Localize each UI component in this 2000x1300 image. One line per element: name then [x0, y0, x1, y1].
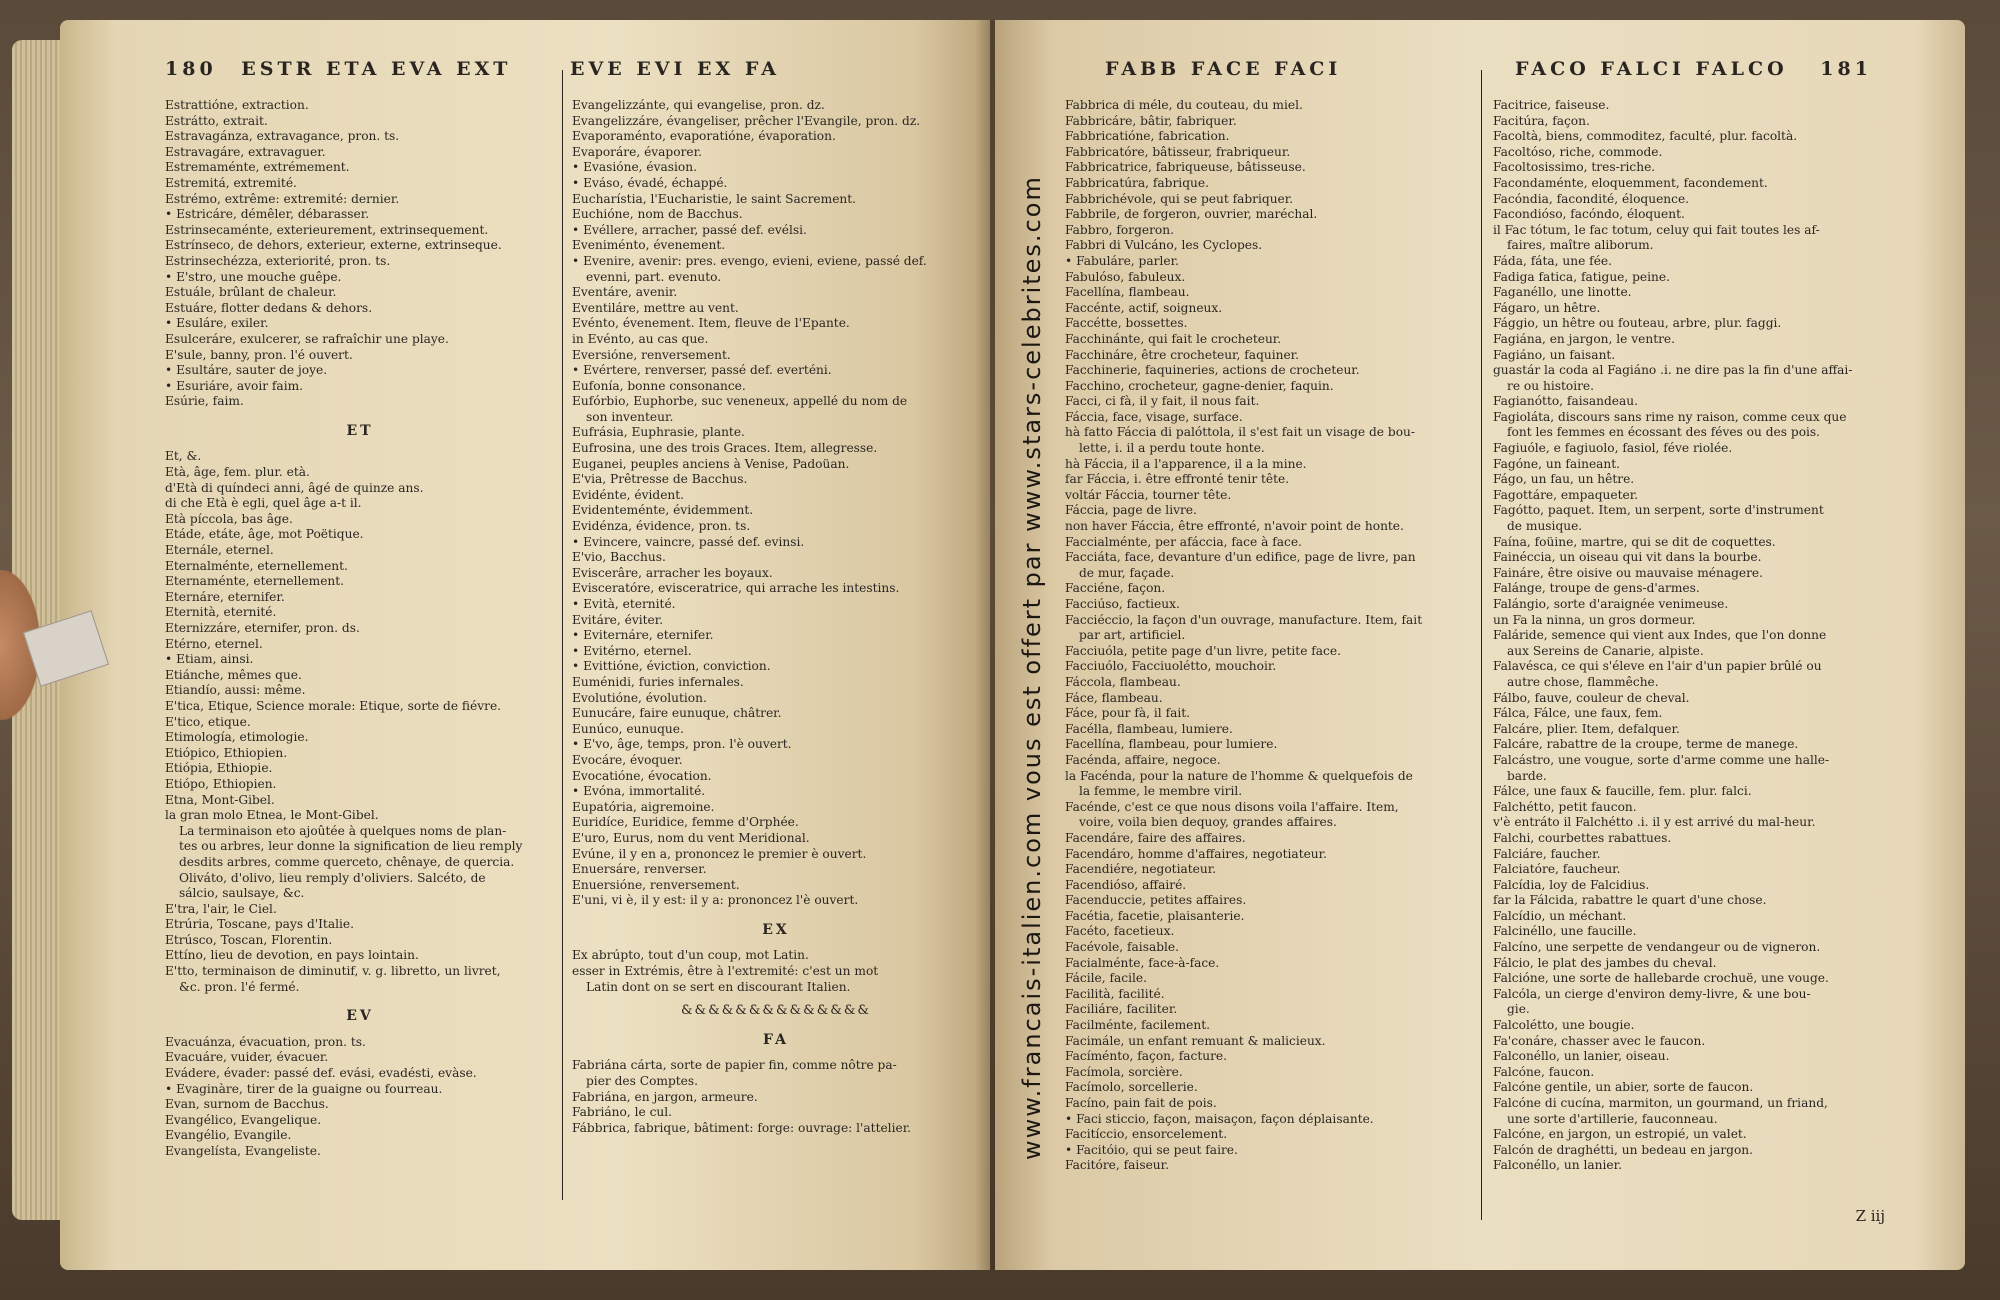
dictionary-entry: Etrúria, Toscane, pays d'Italie.	[165, 917, 354, 932]
dictionary-entry: desdits arbres, comme querceto, chênaye, de quercia.	[179, 854, 515, 869]
dictionary-entry: E'tica, Etique, Science morale: Etique, sorte de fiévre.	[165, 698, 502, 713]
dictionary-entry: Falcástro, une vougue, sorte d'arme comme une halle-	[1493, 752, 1830, 767]
dictionary-entry: Fabbricatóre, bâtisseur, frabriqueur.	[1065, 144, 1291, 159]
dictionary-entry: Estrinsecaménte, exterieurement, extrinsequement.	[165, 222, 489, 237]
running-head-right-1: FABB FACE FACI	[1105, 58, 1342, 80]
dictionary-entry: Evangelizzáre, évangeliser, prêcher l'Evangile, pron. dz.	[572, 113, 921, 128]
dictionary-entry: Facenduccie, petites affaires.	[1065, 893, 1247, 908]
dictionary-entry: Evangelísta, Evangeliste.	[165, 1144, 321, 1158]
dictionary-entry: Evacuánza, évacuation, pron. ts.	[165, 1034, 366, 1049]
dictionary-entry: Estremitá, extremité.	[165, 175, 297, 190]
dictionary-entry: Euridíce, Euridice, femme d'Orphée.	[572, 815, 799, 830]
dictionary-entry: E'via, Prêtresse de Bacchus.	[572, 472, 748, 487]
dictionary-entry: Facialménte, face-à-face.	[1065, 955, 1220, 970]
dictionary-entry: E'sule, banny, pron. l'é ouvert.	[165, 347, 353, 362]
dictionary-entry: &c. pron. l'é fermé.	[179, 979, 300, 994]
dictionary-entry: Etrúsco, Toscan, Florentin.	[165, 932, 333, 947]
dictionary-entry: Facciéne, façon.	[1065, 581, 1166, 596]
dictionary-entry: Falánge, troupe de gens-d'armes.	[1493, 581, 1700, 596]
section-heading: ET	[346, 423, 374, 439]
dictionary-entry: Fáce, pour fà, il fait.	[1065, 706, 1191, 721]
dictionary-entry: Eternáre, eternifer.	[165, 589, 285, 604]
left-page-column-2	[572, 98, 980, 1136]
dictionary-entry: non haver Fáccia, être effronté, n'avoir point de honte.	[1065, 519, 1404, 534]
dictionary-entry: Falconéllo, un lanier.	[1493, 1158, 1622, 1173]
running-head-left-1: ESTR ETA EVA EXT	[241, 58, 512, 80]
right-page-header	[1515, 58, 1872, 80]
dictionary-entry: Facimále, un enfant remuant & malicieux.	[1065, 1033, 1326, 1048]
dictionary-entry: Facilménte, facilement.	[1065, 1018, 1210, 1033]
signature-mark: Z iij	[1855, 1207, 1885, 1225]
dictionary-entry: Ettíno, lieu de devotion, en pays lointain.	[165, 948, 419, 963]
dictionary-entry: Fálca, Fálce, une faux, fem.	[1493, 706, 1663, 721]
dictionary-entry: Estuáre, flotter dedans & dehors.	[165, 300, 373, 315]
dictionary-entry: Evidénte, évident.	[572, 487, 685, 502]
dictionary-entry: Evangelizzánte, qui evangelise, pron. dz.	[572, 98, 825, 112]
dictionary-entry: gie.	[1507, 1002, 1530, 1017]
dictionary-entry: Faináre, être oisive ou mauvaise ménagere.	[1493, 565, 1764, 580]
dictionary-entry: Faccialménte, per afáccia, face à face.	[1065, 534, 1302, 549]
ornament-divider: &&&&&&&&&&&&&&	[680, 1003, 871, 1019]
dictionary-entry: Eversióne, renversement.	[572, 347, 731, 362]
dictionary-entry: Falcídia, loy de Falcidius.	[1493, 877, 1650, 892]
dictionary-entry: Latin dont on se sert en discourant Italien.	[586, 979, 851, 994]
dictionary-entry: Facíno, pain fait de pois.	[1065, 1096, 1217, 1110]
dictionary-entry: • Faci sticcio, façon, maisaçon, façon déplaisante.	[1065, 1111, 1374, 1126]
dictionary-entry: Evidénza, évidence, pron. ts.	[572, 519, 751, 534]
dictionary-entry: Facélla, flambeau, lumiere.	[1065, 721, 1233, 736]
dictionary-entry: • Eviternáre, eternifer.	[572, 628, 714, 643]
dictionary-entry: il Fac tótum, le fac totum, celuy qui fait toutes les af-	[1493, 222, 1820, 237]
dictionary-entry: Facendáro, homme d'affaires, negotiateur.	[1065, 846, 1328, 861]
dictionary-entry: Evocáre, évoquer.	[572, 752, 683, 767]
dictionary-entry: Etiánche, mêmes que.	[165, 667, 302, 682]
dictionary-entry: esser in Extrémis, être à l'extremité: c'est un mot	[572, 964, 879, 979]
dictionary-entry: Facoltosissimo, tres-riche.	[1493, 160, 1656, 175]
dictionary-entry: Facímola, sorcière.	[1065, 1064, 1183, 1079]
dictionary-entry: Fabbricatrice, fabriqueuse, bâtisseuse.	[1065, 160, 1306, 175]
dictionary-entry: Facíménto, façon, facture.	[1065, 1049, 1228, 1064]
dictionary-entry: E'tto, terminaison de diminutif, v. g. libretto, un livret,	[165, 964, 501, 979]
dictionary-entry: Evidenteménte, évidemment.	[572, 503, 754, 518]
page-number-left: 180	[165, 58, 217, 80]
dictionary-entry: E'tra, l'air, le Ciel.	[165, 901, 277, 916]
dictionary-entry: E'tico, etique.	[165, 714, 251, 729]
dictionary-entry: Fabulóso, fabuleux.	[1065, 269, 1186, 284]
dictionary-entry: de mur, façade.	[1079, 565, 1175, 580]
dictionary-entry: Fa'conáre, chasser avec le faucon.	[1493, 1033, 1706, 1048]
dictionary-entry: Eternità, eternité.	[165, 605, 277, 620]
dictionary-entry: font les femmes en écossant des féves ou des pois.	[1507, 425, 1821, 440]
dictionary-entry: Eviscerâre, arracher les boyaux.	[572, 565, 773, 580]
dictionary-entry: Eufórbio, Euphorbe, suc veneneux, appellé du nom de	[572, 394, 908, 409]
running-head-right-2: FACO FALCI FALCO	[1515, 58, 1788, 80]
dictionary-entry: Falcóne di cucína, marmiton, un gourmand, un friand,	[1493, 1096, 1828, 1110]
dictionary-entry: Evaporáre, évaporer.	[572, 144, 702, 159]
dictionary-entry: Facciáta, face, devanture d'un edifice, page de livre, pan	[1065, 550, 1416, 565]
dictionary-entry: voltár Fáccia, tourner tête.	[1065, 487, 1232, 502]
column-rule-left	[562, 70, 563, 1200]
dictionary-entry: Fágo, un fau, un hêtre.	[1493, 472, 1635, 487]
dictionary-entry: Falavésca, ce qui s'éleve en l'air d'un papier brûlé ou	[1493, 659, 1822, 674]
dictionary-entry: Fagóne, un faineant.	[1493, 456, 1621, 471]
dictionary-entry: Estravagáre, extravaguer.	[165, 144, 326, 159]
dictionary-entry: Eufrosina, une des trois Graces. Item, allegresse.	[572, 441, 878, 456]
dictionary-entry: Fáccia, page de livre.	[1065, 503, 1197, 518]
dictionary-entry: Oliváto, d'olivo, lieu remply d'oliviers. Salcéto, de	[179, 870, 486, 885]
dictionary-entry: v'è entráto il Falchétto .i. il y est arrivé du mal-heur.	[1493, 815, 1816, 830]
dictionary-entry: une sorte d'artillerie, fauconneau.	[1507, 1111, 1718, 1126]
page-number-right: 181	[1820, 58, 1872, 80]
dictionary-entry: Facitóre, faiseur.	[1065, 1158, 1169, 1173]
dictionary-entry: Faganéllo, une linotte.	[1493, 285, 1632, 300]
dictionary-entry: la femme, le membre viril.	[1079, 784, 1243, 799]
dictionary-entry: Fagótto, paquet. Item, un serpent, sorte d'instrument	[1493, 503, 1824, 518]
dictionary-entry: Facendáre, faire des affaires.	[1065, 830, 1246, 845]
dictionary-entry: • Evitérno, eternel.	[572, 643, 692, 658]
dictionary-entry: Fabriána cárta, sorte de papier fin, comme nôtre pa-	[572, 1058, 897, 1073]
dictionary-entry: E'uro, Eurus, nom du vent Meridional.	[572, 830, 810, 845]
dictionary-entry: Fálbo, fauve, couleur de cheval.	[1493, 690, 1690, 705]
dictionary-entry: lette, i. il a perdu toute honte.	[1079, 441, 1265, 456]
dictionary-entry: Facóndia, facondité, éloquence.	[1493, 191, 1690, 206]
dictionary-entry: • Esultáre, sauter de joye.	[165, 363, 328, 378]
dictionary-entry: Evan, surnom de Bacchus.	[165, 1097, 329, 1112]
dictionary-entry: Fáce, flambeau.	[1065, 690, 1163, 705]
dictionary-entry: Evisceratóre, evisceratrice, qui arrache les intestins.	[572, 581, 900, 596]
dictionary-entry: Facellína, flambeau.	[1065, 285, 1190, 300]
dictionary-entry: Falcóne, en jargon, un estropié, un valet.	[1493, 1127, 1747, 1142]
dictionary-entry: Evolutióne, évolution.	[572, 690, 707, 705]
dictionary-entry: Fálce, une faux & faucille, fem. plur. falci.	[1493, 784, 1752, 799]
dictionary-entry: Eveniménto, évenement.	[572, 238, 726, 253]
dictionary-entry: re ou histoire.	[1507, 378, 1595, 393]
dictionary-entry: di che Età è egli, quel âge a-t il.	[165, 496, 362, 511]
dictionary-entry: Falcáre, rabattre de la croupe, terme de manege.	[1493, 737, 1799, 752]
dictionary-entry: hà Fáccia, il a l'apparence, il a la mine.	[1065, 456, 1307, 471]
dictionary-entry: Facciuólo, Facciuolétto, mouchoir.	[1065, 659, 1277, 674]
right-page-column-1	[1065, 98, 1470, 1174]
dictionary-entry: Facévole, faisable.	[1065, 940, 1179, 955]
dictionary-entry: Facénde, c'est ce que nous disons voila l'affaire. Item,	[1065, 799, 1399, 814]
dictionary-entry: Falcáre, plier. Item, defalquer.	[1493, 721, 1680, 736]
dictionary-entry: Etiópo, Ethiopien.	[165, 776, 277, 791]
dictionary-entry: Faccénte, actif, soigneux.	[1065, 300, 1223, 315]
dictionary-entry: far la Fálcida, rabattre le quart d'une chose.	[1493, 893, 1767, 908]
dictionary-entry: Estrattióne, extraction.	[165, 98, 309, 112]
dictionary-entry: Facéto, facetieux.	[1065, 924, 1175, 939]
dictionary-entry: Falcóne, faucon.	[1493, 1064, 1595, 1079]
dictionary-entry: Facellína, flambeau, pour lumiere.	[1065, 737, 1278, 752]
dictionary-entry: Euchióne, nom de Bacchus.	[572, 207, 743, 222]
dictionary-entry: • Etiam, ainsi.	[165, 652, 254, 667]
dictionary-entry: Falconéllo, un lanier, oiseau.	[1493, 1049, 1670, 1064]
dictionary-entry: Faláride, semence qui vient aux Indes, que l'on donne	[1493, 628, 1827, 643]
dictionary-entry: par art, artificiel.	[1079, 628, 1186, 643]
dictionary-entry: Evitáre, éviter.	[572, 612, 664, 627]
dictionary-entry: Età píccola, bas âge.	[165, 511, 293, 526]
dictionary-entry: Etna, Mont-Gibel.	[165, 792, 275, 807]
dictionary-entry: Etérno, eternel.	[165, 636, 263, 651]
dictionary-entry: Faína, foüine, martre, qui se dit de coquettes.	[1493, 534, 1776, 549]
dictionary-entry: Eventiláre, mettre au vent.	[572, 300, 739, 315]
dictionary-entry: Fagottáre, empaqueter.	[1493, 487, 1639, 502]
dictionary-entry: • Evaginàre, tirer de la guaigne ou fourreau.	[165, 1081, 443, 1096]
right-page-column-2	[1493, 98, 1923, 1174]
dictionary-entry: Falcióne, une sorte de hallebarde crochuë, une vouge.	[1493, 971, 1829, 986]
dictionary-entry: La terminaison eto ajoûtée à quelques noms de plan-	[179, 823, 507, 838]
dictionary-entry: Etiópico, Ethiopien.	[165, 745, 288, 760]
dictionary-entry: Falcídio, un méchant.	[1493, 908, 1627, 923]
dictionary-entry: evenni, part. evenuto.	[586, 269, 722, 284]
dictionary-entry: Fagiuóle, e fagiuolo, fasiol, féve riolée.	[1493, 441, 1733, 456]
dictionary-entry: Fagiána, en jargon, le ventre.	[1493, 331, 1676, 346]
dictionary-entry: Evaporaménto, evaporatióne, évaporation.	[572, 129, 836, 144]
dictionary-entry: Evangélio, Evangile.	[165, 1128, 292, 1143]
dictionary-entry: Etiandío, aussi: même.	[165, 683, 306, 698]
dictionary-entry: Fabbrichévole, qui se peut fabriquer.	[1065, 191, 1294, 206]
section-heading: FA	[763, 1032, 789, 1048]
dictionary-entry: • Estricáre, démêler, débarasser.	[165, 207, 370, 222]
dictionary-entry: Fagioláta, discours sans rime ny raison, comme ceux que	[1493, 409, 1847, 424]
dictionary-entry: tes ou arbres, leur donne la signification de lieu remply	[179, 839, 523, 854]
dictionary-entry: Falcinéllo, une faucille.	[1493, 924, 1637, 939]
dictionary-entry: Fagianótto, faisandeau.	[1493, 394, 1638, 409]
dictionary-entry: Evocatióne, évocation.	[572, 768, 712, 783]
dictionary-entry: aux Sereins de Canarie, alpiste.	[1507, 643, 1704, 658]
dictionary-entry: Faccétte, bossettes.	[1065, 316, 1188, 331]
dictionary-entry: barde.	[1507, 768, 1547, 783]
dictionary-entry: E'vio, Bacchus.	[572, 550, 666, 565]
dictionary-entry: far Fáccia, i. être effronté tenir tête.	[1065, 472, 1290, 487]
dictionary-entry: Etiópia, Ethiopie.	[165, 761, 273, 776]
dictionary-entry: • E'vo, âge, temps, pron. l'è ouvert.	[572, 737, 792, 752]
dictionary-entry: Fábbrica, fabrique, bâtiment: forge: ouvrage: l'attelier.	[572, 1120, 912, 1135]
dictionary-entry: Facci, ci fà, il y fait, il nous fait.	[1065, 394, 1260, 409]
dictionary-entry: Facchinerie, faquineries, actions de crocheteur.	[1065, 363, 1360, 378]
dictionary-entry: d'Età di quíndeci anni, âgé de quinze ans.	[165, 480, 424, 495]
dictionary-entry: • Evértere, renverser, passé def. everténi.	[572, 363, 832, 378]
dictionary-entry: Estravagánza, extravagance, pron. ts.	[165, 129, 400, 144]
dictionary-entry: • Evenire, avenir: pres. evengo, evieni, eviene, passé def.	[572, 253, 927, 268]
dictionary-entry: Falángio, sorte d'araignée venimeuse.	[1493, 597, 1729, 611]
dictionary-entry: Fácile, facile.	[1065, 971, 1147, 986]
dictionary-entry: hà fatto Fáccia di palóttola, il s'est fait un visage de bou-	[1065, 425, 1415, 440]
dictionary-entry: • Fabuláre, parler.	[1065, 253, 1179, 268]
dictionary-entry: Evangélico, Evangelique.	[165, 1112, 322, 1127]
dictionary-entry: Facendiére, negotiateur.	[1065, 862, 1217, 877]
dictionary-entry: Facétia, facetie, plaisanterie.	[1065, 908, 1245, 923]
dictionary-entry: Eternále, eternel.	[165, 543, 274, 558]
dictionary-entry: in Evénto, au cas que.	[572, 331, 709, 346]
dictionary-entry: • E'stro, une mouche guêpe.	[165, 269, 342, 284]
dictionary-entry: Facciúso, factieux.	[1065, 597, 1180, 611]
dictionary-entry: Falciáre, faucher.	[1493, 846, 1601, 861]
dictionary-entry: voire, voila bien dequoy, grandes affaires.	[1079, 815, 1337, 830]
dictionary-entry: Facciéccio, la façon d'un ouvrage, manufacture. Item, fait	[1065, 612, 1423, 627]
dictionary-entry: Fággio, un hêtre ou fouteau, arbre, plur. faggi.	[1493, 316, 1782, 331]
dictionary-entry: Facchino, crocheteur, gagne-denier, faquin.	[1065, 378, 1334, 393]
dictionary-entry: Esulceráre, exulcerer, se rafraîchir une playe.	[165, 331, 449, 346]
dictionary-entry: Facénda, affaire, negoce.	[1065, 752, 1221, 767]
dictionary-entry: la gran molo Etnea, le Mont-Gibel.	[165, 808, 379, 823]
dictionary-entry: Fálcio, le plat des jambes du cheval.	[1493, 955, 1717, 970]
dictionary-entry: Facendióso, affairé.	[1065, 877, 1187, 892]
dictionary-entry: Fabbri di Vulcáno, les Cyclopes.	[1065, 238, 1263, 253]
dictionary-entry: Età, âge, fem. plur. età.	[165, 465, 310, 480]
dictionary-entry: • Facitóio, qui se peut faire.	[1065, 1142, 1238, 1157]
dictionary-entry: Facciuóla, petite page d'un livre, petite face.	[1065, 643, 1341, 658]
dictionary-entry: Enuersáre, renverser.	[572, 862, 707, 877]
dictionary-entry: Fagiáno, un faisant.	[1493, 347, 1616, 362]
dictionary-entry: Fabriána, en jargon, armeure.	[572, 1089, 758, 1104]
dictionary-entry: Evádere, évader: passé def. evási, evadésti, evàse.	[165, 1066, 477, 1081]
dictionary-entry: Evénto, évenement. Item, fleuve de l'Epante.	[572, 316, 850, 331]
section-heading: EX	[762, 922, 790, 938]
dictionary-entry: Eupatória, aigremoine.	[572, 799, 715, 814]
dictionary-entry: Fáda, fáta, une fée.	[1493, 253, 1612, 268]
dictionary-entry: Fabbrile, de forgeron, ouvrier, maréchal.	[1065, 207, 1318, 222]
dictionary-entry: Eunucáre, faire eunuque, châtrer.	[572, 706, 782, 721]
dictionary-entry: Estrátto, extrait.	[165, 113, 268, 128]
dictionary-entry: Facímolo, sorcellerie.	[1065, 1080, 1198, 1095]
dictionary-entry: Facitúra, façon.	[1493, 113, 1590, 128]
left-page-column-1	[165, 98, 555, 1160]
dictionary-entry: • Evità, eternité.	[572, 597, 676, 611]
dictionary-entry: Evúne, il y en a, prononcez le premier è ouvert.	[572, 846, 867, 861]
dictionary-entry: Fabbro, forgeron.	[1065, 222, 1174, 237]
dictionary-entry: Enuersióne, renversement.	[572, 877, 740, 892]
left-page	[60, 20, 990, 1270]
dictionary-entry: Fágaro, un hêtre.	[1493, 300, 1601, 315]
dictionary-entry: Estuále, brûlant de chaleur.	[165, 285, 337, 300]
dictionary-entry: • Evasióne, évasion.	[572, 160, 697, 175]
dictionary-entry: Ex abrúpto, tout d'un coup, mot Latin.	[572, 948, 809, 963]
column-rule-right	[1481, 70, 1482, 1220]
dictionary-entry: Fainéccia, un oiseau qui vit dans la bourbe.	[1493, 550, 1762, 565]
dictionary-entry: Eunúco, eunuque.	[572, 721, 684, 736]
dictionary-entry: Et, &.	[165, 449, 202, 464]
dictionary-entry: Fabbrica di méle, du couteau, du miel.	[1065, 98, 1303, 112]
dictionary-entry: Falcóla, un cierge d'environ demy-livre, & une bou-	[1493, 986, 1811, 1001]
dictionary-entry: Fabriáno, le cul.	[572, 1105, 673, 1120]
section-heading: EV	[346, 1009, 374, 1025]
right-page	[995, 20, 1965, 1270]
dictionary-entry: Evacuáre, vuider, évacuer.	[165, 1050, 329, 1065]
left-page-header	[165, 58, 511, 80]
dictionary-entry: Fadiga fatica, fatigue, peine.	[1493, 269, 1670, 284]
dictionary-entry: Fabbricáre, bâtir, fabriquer.	[1065, 113, 1237, 128]
dictionary-entry: Fabbricatúra, fabrique.	[1065, 175, 1209, 190]
dictionary-entry: Facoltà, biens, commoditez, faculté, plur. facoltà.	[1493, 129, 1798, 144]
dictionary-entry: Facchináre, être crocheteur, faquiner.	[1065, 347, 1300, 362]
dictionary-entry: sálcio, saulsaye, &c.	[179, 886, 305, 901]
dictionary-entry: Eternizzáre, eternifer, pron. ds.	[165, 621, 360, 635]
dictionary-entry: Fáccia, face, visage, surface.	[1065, 409, 1243, 424]
dictionary-entry: son inventeur.	[586, 409, 674, 424]
dictionary-entry: Eternaménte, eternellement.	[165, 574, 345, 589]
dictionary-entry: Falcón de draghétti, un bedeau en jargon.	[1493, 1142, 1754, 1157]
dictionary-entry: Falcíno, une serpette de vendangeur ou de vigneron.	[1493, 940, 1821, 955]
dictionary-entry: E'uni, vi è, il y est: il y a: prononcez l'è ouvert.	[572, 893, 859, 908]
dictionary-entry: • Eváso, évadé, échappé.	[572, 175, 728, 190]
dictionary-entry: Faciliáre, faciliter.	[1065, 1002, 1178, 1017]
dictionary-entry: Eucharístia, l'Eucharistie, le saint Sacrement.	[572, 191, 857, 206]
dictionary-entry: guastár la coda al Fagiáno .i. ne dire pas la fin d'une affai-	[1493, 363, 1853, 378]
dictionary-entry: Falcolétto, une bougie.	[1493, 1018, 1635, 1033]
dictionary-entry: • Evincere, vaincre, passé def. evinsi.	[572, 534, 805, 549]
dictionary-entry: pier des Comptes.	[586, 1074, 699, 1089]
dictionary-entry: Fabbricatióne, fabrication.	[1065, 129, 1230, 144]
dictionary-entry: Estrinsechézza, exteriorité, pron. ts.	[165, 253, 391, 268]
dictionary-entry: Estrémo, extrême: extremité: dernier.	[165, 191, 400, 206]
dictionary-entry: • Esuriáre, avoir faim.	[165, 378, 304, 393]
dictionary-entry: Eufonía, bonne consonance.	[572, 378, 746, 393]
dictionary-entry: faires, maître aliborum.	[1507, 238, 1654, 253]
dictionary-entry: Facoltóso, riche, commode.	[1493, 144, 1663, 159]
dictionary-entry: Facchinánte, qui fait le crocheteur.	[1065, 331, 1282, 346]
dictionary-entry: la Facénda, pour la nature de l'homme & quelquefois de	[1065, 768, 1413, 783]
dictionary-entry: Esúrie, faim.	[165, 394, 244, 409]
dictionary-entry: Eufrásia, Euphrasie, plante.	[572, 425, 745, 440]
dictionary-entry: Estremaménte, extrémement.	[165, 160, 350, 175]
dictionary-entry: Facondióso, facóndo, éloquent.	[1493, 207, 1685, 222]
dictionary-entry: de musique.	[1507, 519, 1583, 534]
watermark	[990, 100, 1046, 1160]
dictionary-entry: • Evittióne, éviction, conviction.	[572, 659, 771, 674]
dictionary-entry: Eventáre, avenir.	[572, 285, 678, 300]
dictionary-entry: Etáde, etáte, âge, mot Poëtique.	[165, 527, 364, 542]
dictionary-entry: Falchi, courbettes rabattues.	[1493, 830, 1672, 845]
running-head-left-2: EVE EVI EX FA	[570, 58, 781, 80]
dictionary-entry: Estrínseco, de dehors, exterieur, externe, extrinseque.	[165, 238, 502, 253]
dictionary-entry: Fáccola, flambeau.	[1065, 674, 1181, 689]
dictionary-entry: Euganei, peuples anciens à Venise, Padoüan.	[572, 456, 850, 471]
dictionary-entry: Falcóne gentile, un abier, sorte de faucon.	[1493, 1080, 1754, 1095]
dictionary-entry: Facitíccio, ensorcelement.	[1065, 1127, 1228, 1142]
dictionary-entry: • Evóna, immortalité.	[572, 784, 706, 799]
dictionary-entry: un Fa la ninna, un gros dormeur.	[1493, 612, 1696, 627]
watermark-text: www.francais-italien.com vous est offert par www.stars-celebrites.com	[1018, 175, 1046, 1160]
dictionary-entry: • Evéllere, arracher, passé def. evélsi.	[572, 222, 807, 237]
dictionary-entry: Etimología, etimologie.	[165, 730, 309, 745]
dictionary-entry: autre chose, flammêche.	[1507, 674, 1659, 689]
dictionary-entry: Falciatóre, faucheur.	[1493, 862, 1621, 877]
dictionary-entry: Facitrice, faiseuse.	[1493, 98, 1610, 112]
dictionary-entry: • Esuláre, exiler.	[165, 316, 269, 331]
dictionary-entry: Facilità, facilité.	[1065, 986, 1165, 1001]
dictionary-entry: Euménidi, furies infernales.	[572, 674, 744, 689]
dictionary-entry: Falchétto, petit faucon.	[1493, 799, 1637, 814]
dictionary-entry: Facondaménte, eloquemment, facondement.	[1493, 175, 1768, 190]
dictionary-entry: Eternalménte, eternellement.	[165, 558, 348, 573]
